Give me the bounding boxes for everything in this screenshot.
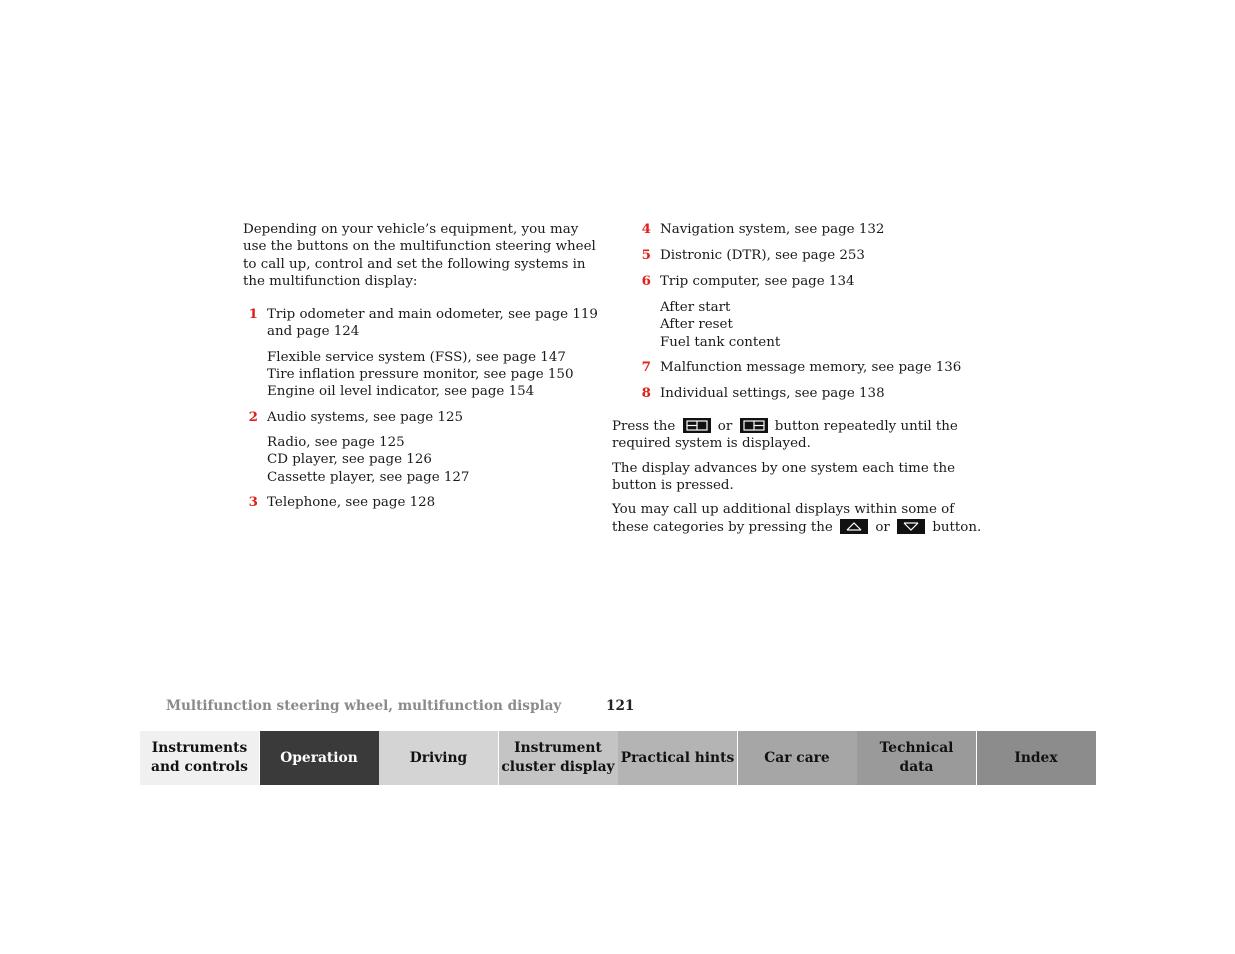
display-prev-icon [683, 418, 711, 433]
tab-instruments-and-controls[interactable] [140, 731, 259, 785]
sub-item: Fuel tank content [660, 334, 781, 350]
right-column [612, 221, 1006, 543]
sub-list [243, 434, 603, 486]
list-item [243, 494, 603, 511]
list-item [243, 306, 603, 341]
item-number: 3 [248, 493, 258, 510]
tab-label: Practical hints [620, 749, 735, 766]
press-button-paragraph [612, 418, 982, 453]
page-number: 121 [606, 698, 635, 714]
item-number: 7 [641, 358, 651, 375]
sub-item: After reset [660, 317, 733, 333]
para-text: button. [928, 519, 982, 535]
item-number: 4 [641, 221, 651, 237]
tab-label: Instruments and controls [151, 740, 248, 775]
sub-item: Engine oil level indicator, see page 154 [267, 384, 535, 400]
item-number: 2 [248, 408, 258, 425]
tab-practical-hints[interactable] [618, 731, 737, 785]
list-item [636, 273, 1006, 290]
tab-operation[interactable] [260, 731, 379, 785]
para-text: or [871, 519, 895, 535]
up-arrow-icon [840, 519, 868, 534]
para-text: Press the [612, 419, 680, 435]
tab-car-care[interactable] [738, 731, 857, 785]
tab-driving[interactable] [379, 731, 498, 785]
sub-item: Tire inflation pressure monitor, see page 150 [267, 367, 574, 383]
display-advances-paragraph: The display advances by one system each time the button is pressed. [612, 460, 955, 494]
tab-label: Car care [764, 749, 830, 766]
sub-list [636, 299, 1006, 351]
list-item [636, 221, 1006, 238]
item-text: Trip computer, see page 134 [660, 273, 855, 289]
sub-item: Flexible service system (FSS), see page 147 [267, 349, 566, 365]
chapter-tabs [140, 731, 1096, 785]
item-number: 5 [641, 246, 651, 263]
tab-label: Technical data [879, 740, 954, 775]
item-text: Individual settings, see page 138 [660, 385, 885, 401]
display-next-icon [740, 418, 768, 433]
item-text: Distronic (DTR), see page 253 [660, 247, 865, 263]
item-number: 1 [248, 306, 258, 323]
item-number: 6 [641, 272, 651, 289]
tab-label: Driving [409, 749, 468, 766]
tab-label: Index [1014, 749, 1058, 766]
list-item [636, 247, 1006, 264]
tab-index[interactable] [977, 731, 1096, 785]
tab-instrument-cluster-display[interactable] [499, 731, 618, 785]
tab-label: Instrument cluster display [501, 740, 615, 775]
list-item [243, 409, 603, 426]
sub-item: CD player, see page 126 [267, 452, 432, 468]
additional-displays-paragraph [612, 501, 982, 536]
item-text: Navigation system, see page 132 [660, 222, 885, 237]
intro-paragraph: Depending on your vehicle’s equipment, you may use the buttons on the multifunction steering wheel to call up, control and set the following systems in the multifunction display: [243, 222, 596, 289]
tab-technical-data[interactable] [857, 731, 976, 785]
item-text: Trip odometer and main odometer, see page 119 and page 124 [267, 307, 598, 340]
left-column [243, 221, 603, 519]
footer-section-title: Multifunction steering wheel, multifunction display [166, 698, 562, 714]
sub-list [243, 349, 603, 401]
para-text: or [713, 419, 737, 435]
para-text: button repeatedly until the required system is displayed. [612, 419, 958, 452]
sub-item: Radio, see page 125 [267, 434, 405, 450]
sub-item: Cassette player, see page 127 [267, 469, 470, 485]
down-arrow-icon [897, 519, 925, 534]
item-text: Malfunction message memory, see page 136 [660, 359, 962, 375]
sub-item: After start [660, 299, 731, 315]
item-text: Telephone, see page 128 [267, 494, 436, 510]
list-item [636, 359, 1006, 376]
list-item [636, 385, 1006, 402]
item-number: 8 [641, 384, 651, 401]
tab-label: Operation [280, 749, 358, 766]
item-text: Audio systems, see page 125 [267, 409, 464, 425]
para-text: You may call up additional displays within some of these categories by pressing the [612, 502, 955, 535]
